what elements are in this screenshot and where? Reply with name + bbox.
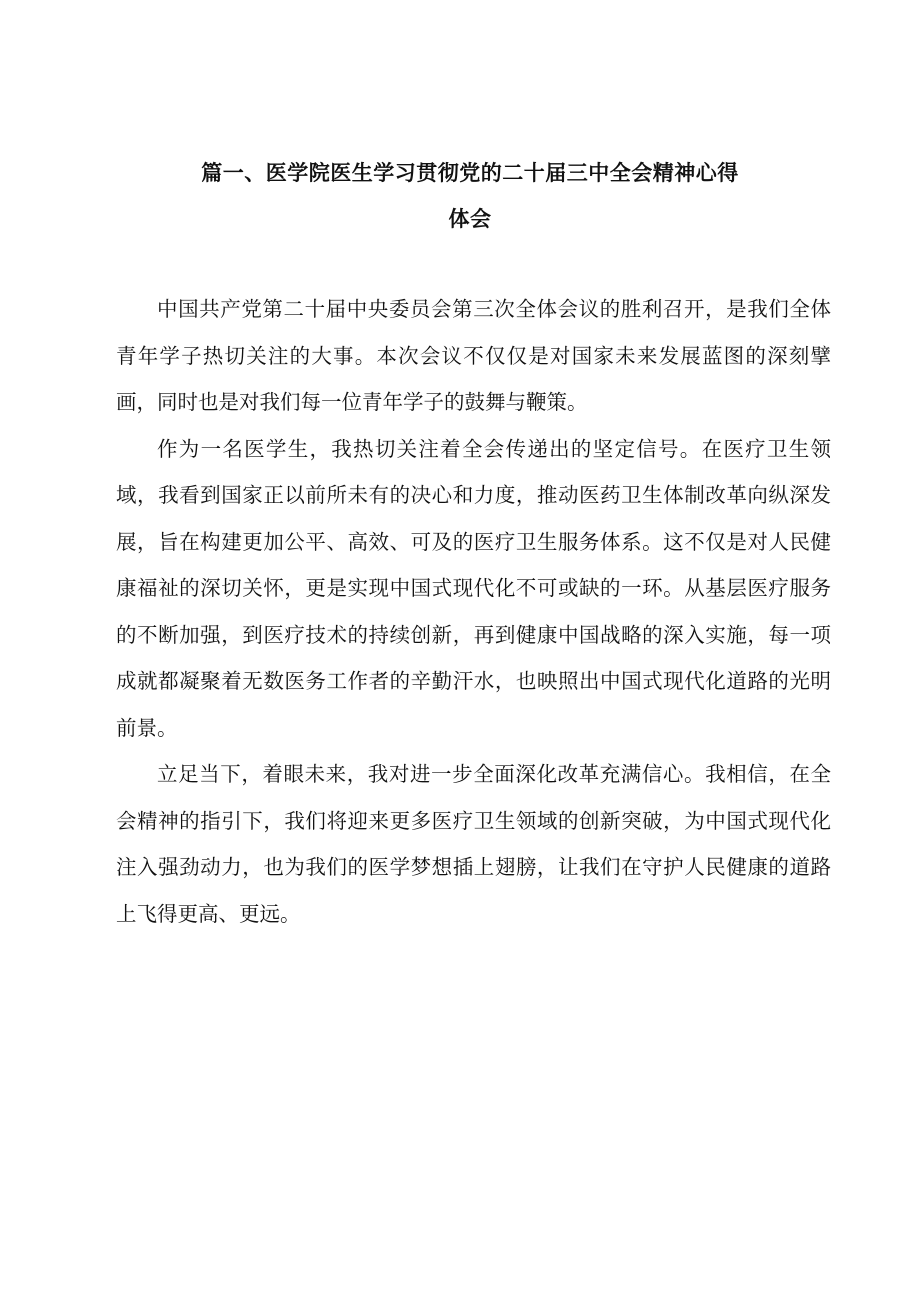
document-title: [100, 150, 840, 242]
document-body: [116, 286, 831, 937]
title-line-1: 篇一、医学院医生学习贯彻党的二十届三中全会精神心得: [201, 161, 739, 185]
paragraph-1: 中国共产党第二十届中央委员会第三次全体会议的胜利召开，是我们全体青年学子热切关注的大事。本次会议不仅仅是对国家未来发展蓝图的深刻擘画，同时也是对我们每一位青年学子的鼓舞与鞭策。: [116, 297, 831, 414]
title-line-2: 体会: [448, 207, 492, 231]
paragraph-3: 立足当下，着眼未来，我对进一步全面深化改革充满信心。我相信，在全会精神的指引下，我们将迎来更多医疗卫生领域的创新突破，为中国式现代化注入强劲动力，也为我们的医学梦想插上翅膀，让我们在守护人民健康的道路上飞得更高、更远。: [116, 762, 831, 926]
paragraph-2: 作为一名医学生，我热切关注着全会传递出的坚定信号。在医疗卫生领域，我看到国家正以前所未有的决心和力度，推动医药卫生体制改革向纵深发展，旨在构建更加公平、高效、可及的医疗卫生服务体系。这不仅是对人民健康福祉的深切关怀，更是实现中国式现代化不可或缺的一环。从基层医疗服务的不断加强，到医疗技术的持续创新，再到健康中国战略的深入实施，每一项成就都凝聚着无数医务工作者的辛勤汗水，也映照出中国式现代化道路的光明前景。: [116, 436, 831, 740]
